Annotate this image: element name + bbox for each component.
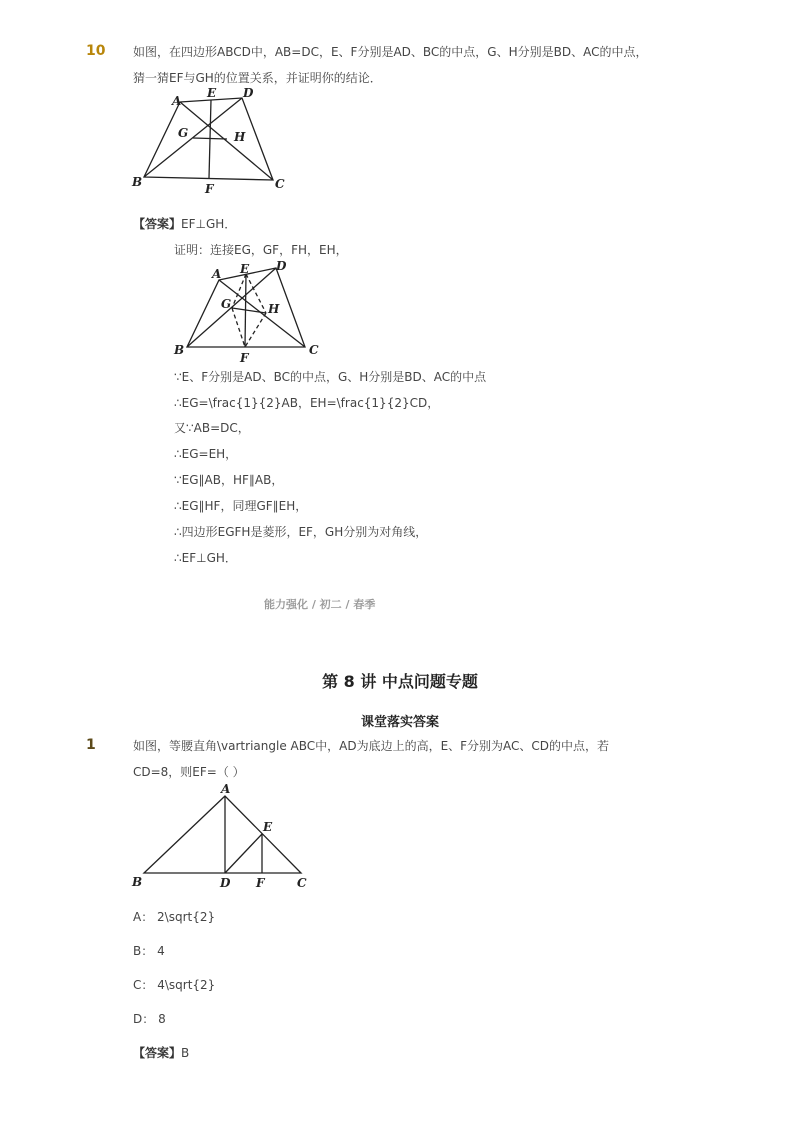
proof-line-5: ∵EG∥AB，HF∥AB， bbox=[174, 473, 284, 487]
label-C: C bbox=[275, 177, 285, 191]
label-A: A bbox=[172, 94, 182, 108]
proof-line-7: ∴四边形EGFH是菱形，EF，GH分别为对角线， bbox=[174, 525, 428, 539]
option-a-text: 2\sqrt{2} bbox=[157, 910, 216, 924]
label-D-q1: D bbox=[220, 876, 231, 890]
proof-line-0: 证明：连接EG，GF，FH，EH， bbox=[174, 243, 348, 257]
label-C-proof: C bbox=[309, 343, 319, 357]
proof-line-1: ∵E、F分别是AD、BC的中点，G、H分别是BD、AC的中点 bbox=[174, 370, 487, 384]
q1-stem-line1: 如图，等腰直角\vartriangle ABC中，AD为底边上的高，E、F分别为AC、CD的中点，若 bbox=[133, 739, 610, 753]
option-c-letter: C： bbox=[133, 978, 154, 992]
q10-stem-line2: 猜一猜EF与GH的位置关系，并证明你的结论． bbox=[133, 71, 382, 85]
label-F-q1: F bbox=[256, 876, 265, 890]
label-B: B bbox=[132, 175, 143, 189]
lesson-title: 第 8 讲 中点问题专题 bbox=[322, 672, 478, 691]
diagonal-ac bbox=[180, 102, 273, 180]
lesson-subtitle: 课堂落实答案 bbox=[360, 715, 439, 730]
label-E-q1: E bbox=[263, 820, 273, 834]
option-c[interactable] bbox=[133, 977, 215, 993]
option-b-text: 4 bbox=[157, 944, 165, 958]
proof-line-4: ∴EG=EH， bbox=[174, 447, 238, 461]
answer-label: 【答案】 bbox=[133, 217, 182, 231]
segment-de bbox=[225, 834, 262, 873]
proof-line-3: 又∵AB=DC， bbox=[174, 421, 250, 435]
proof-line-6: ∴EG∥HF，同理GF∥EH， bbox=[174, 499, 308, 513]
answer-text: EF⊥GH． bbox=[181, 217, 237, 231]
label-H: H bbox=[234, 130, 246, 144]
label-C-q1: C bbox=[297, 876, 307, 890]
q10-figure-quadrilateral bbox=[125, 85, 295, 197]
option-c-text: 4\sqrt{2} bbox=[157, 978, 216, 992]
option-a-letter: A： bbox=[133, 910, 154, 924]
label-F-proof: F bbox=[240, 351, 249, 365]
option-a[interactable] bbox=[133, 909, 215, 925]
q1-answer-text: B bbox=[181, 1046, 190, 1060]
label-G-proof: G bbox=[221, 297, 232, 311]
dash-gf bbox=[232, 308, 245, 347]
label-A-q1: A bbox=[221, 782, 231, 796]
label-E: E bbox=[207, 86, 217, 100]
option-d[interactable] bbox=[133, 1011, 166, 1027]
option-b[interactable] bbox=[133, 943, 165, 959]
diagonal-bd bbox=[144, 98, 242, 177]
label-H-proof: H bbox=[268, 302, 280, 316]
segment-gh-proof bbox=[232, 308, 266, 313]
q1-answer bbox=[133, 1045, 189, 1061]
label-D: D bbox=[243, 86, 254, 100]
label-B-q1: B bbox=[132, 875, 143, 889]
q1-answer-label: 【答案】 bbox=[133, 1046, 182, 1060]
label-A-proof: A bbox=[212, 267, 222, 281]
triangle-abc bbox=[144, 796, 301, 873]
page-footer: 能力强化 / 初二 / 春季 bbox=[264, 598, 376, 611]
label-G: G bbox=[178, 126, 189, 140]
question-number-10: 10 bbox=[86, 43, 106, 59]
q10-answer bbox=[133, 216, 236, 232]
q10-stem-line1: 如图，在四边形ABCD中，AB=DC，E、F分别是AD、BC的中点，G、H分别是BD、AC的中点， bbox=[133, 45, 648, 59]
dash-fh bbox=[245, 313, 266, 347]
option-b-letter: B： bbox=[133, 944, 154, 958]
label-B-proof: B bbox=[174, 343, 185, 357]
label-E-proof: E bbox=[240, 262, 250, 276]
q1-stem-line2: CD=8，则EF=（ ） bbox=[133, 765, 245, 779]
label-D-proof: D bbox=[276, 259, 287, 273]
q1-figure-triangle bbox=[125, 780, 325, 892]
segment-gh bbox=[193, 138, 227, 139]
proof-line-8: ∴EF⊥GH． bbox=[174, 551, 237, 565]
option-d-text: 8 bbox=[158, 1012, 166, 1026]
label-F: F bbox=[205, 182, 214, 196]
proof-line-2: ∴EG=\frac{1}{2}AB，EH=\frac{1}{2}CD， bbox=[174, 396, 440, 410]
question-number-1: 1 bbox=[86, 737, 96, 753]
q10-figure-proof bbox=[168, 256, 328, 366]
option-d-letter: D： bbox=[133, 1012, 155, 1026]
